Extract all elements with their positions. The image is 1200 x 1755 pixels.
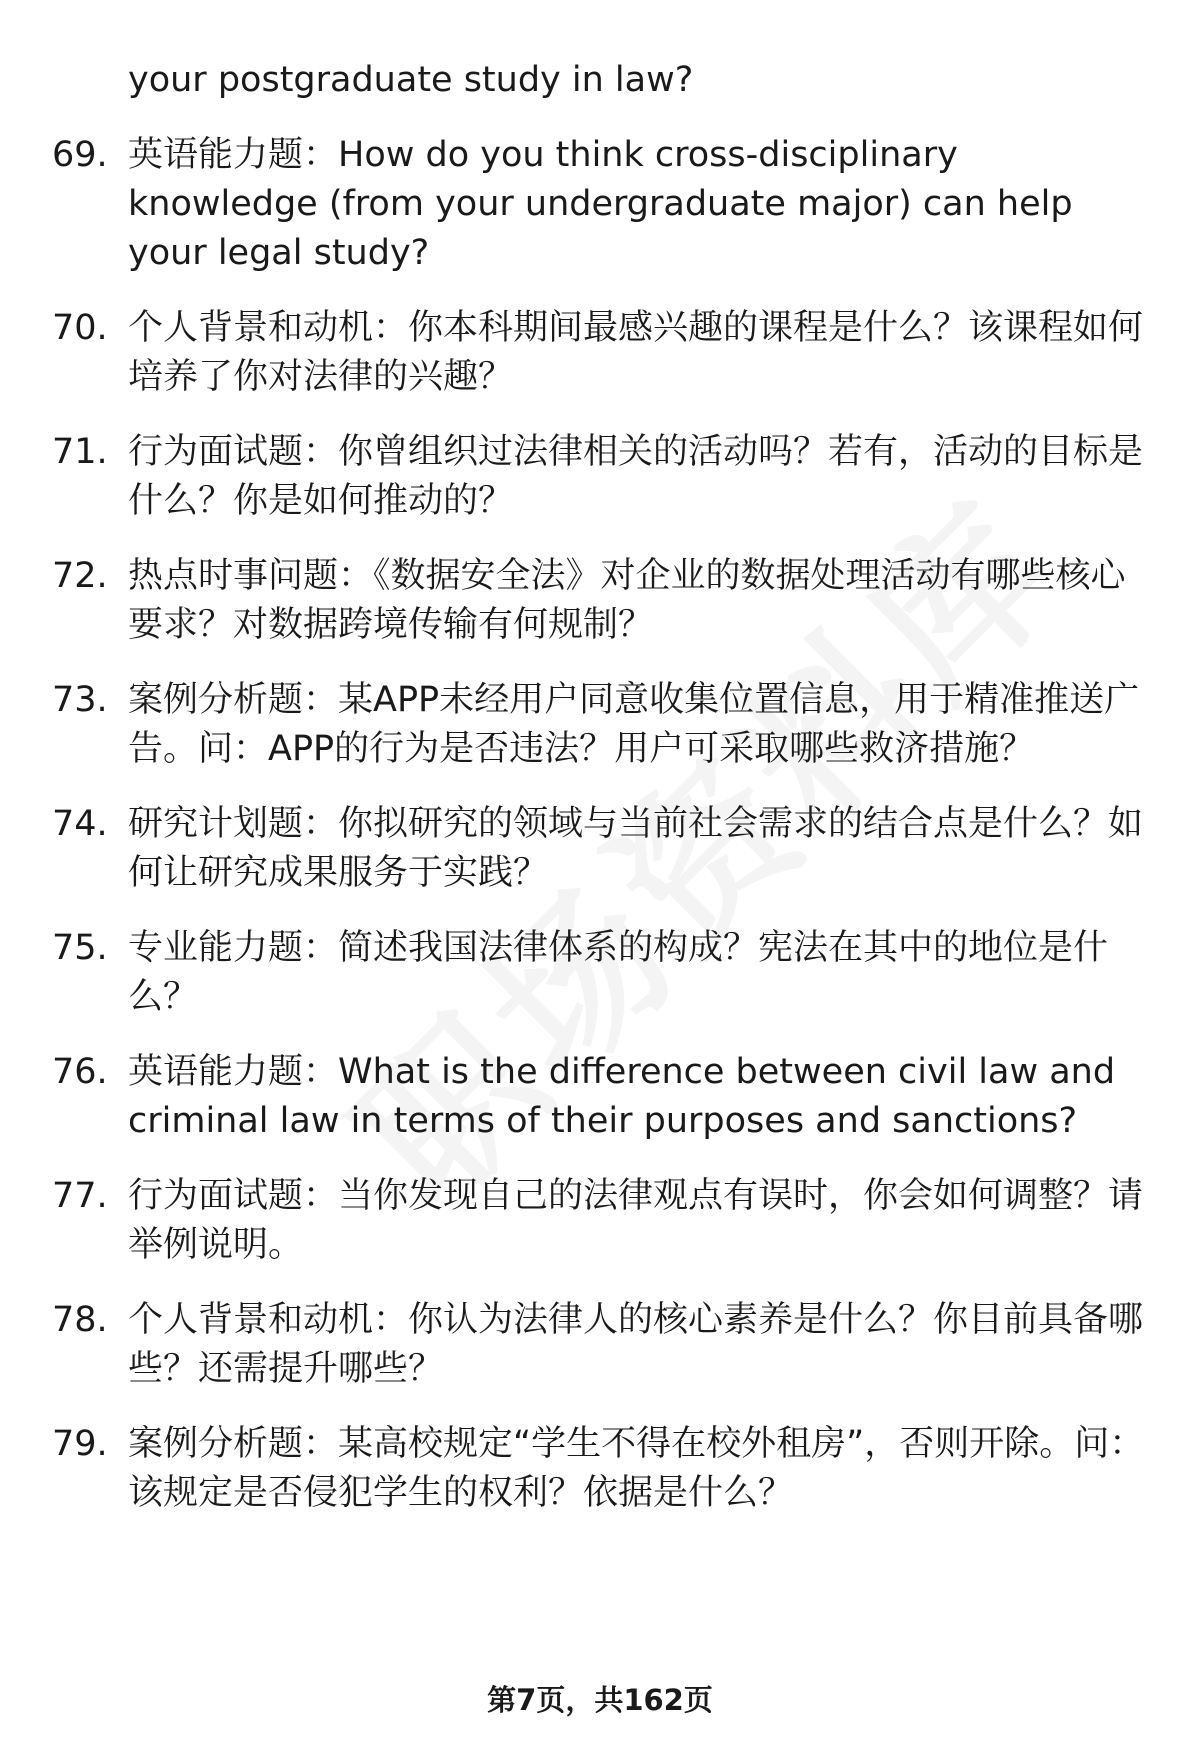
item-number: 71. xyxy=(52,432,108,472)
list-item xyxy=(52,800,1152,898)
continuation-text: your postgraduate study in law? xyxy=(128,60,694,100)
question-list xyxy=(52,56,1152,1544)
item-number: 75. xyxy=(52,928,108,968)
list-item xyxy=(52,676,1152,774)
item-text: 英语能力题：What is the difference between civil law and criminal law in terms of their purposes and sanctions? xyxy=(128,1052,1116,1141)
item-number: 73. xyxy=(52,680,108,720)
item-text: 热点时事问题：《数据安全法》对企业的数据处理活动有哪些核心要求？对数据跨境传输有何规制？ xyxy=(128,556,1126,645)
item-number: 74. xyxy=(52,804,108,844)
item-text: 英语能力题：How do you think cross-disciplinary knowledge (from your undergraduate major) can help your legal study? xyxy=(128,135,1073,273)
list-item xyxy=(52,1420,1152,1518)
item-text: 行为面试题：当你发现自己的法律观点有误时，你会如何调整？请举例说明。 xyxy=(128,1176,1144,1265)
list-item xyxy=(52,552,1152,650)
page-footer: 第7页，共162页 xyxy=(487,1683,713,1717)
list-item xyxy=(52,131,1152,278)
list-item xyxy=(52,1172,1152,1270)
item-number: 76. xyxy=(52,1052,108,1092)
list-item xyxy=(52,304,1152,402)
item-number: 78. xyxy=(52,1300,108,1340)
item-number: 70. xyxy=(52,308,108,348)
item-text: 个人背景和动机：你本科期间最感兴趣的课程是什么？该课程如何培养了你对法律的兴趣？ xyxy=(128,308,1144,397)
list-item xyxy=(52,428,1152,526)
item-text: 案例分析题：某高校规定“学生不得在校外租房”，否则开除。问：该规定是否侵犯学生的权利？依据是什么？ xyxy=(128,1424,1145,1513)
item-number: 79. xyxy=(52,1424,108,1464)
item-text: 案例分析题：某APP未经用户同意收集位置信息，用于精准推送广告。问：APP的行为是否违法？用户可采取哪些救济措施？ xyxy=(128,680,1140,769)
item-number: 69. xyxy=(52,135,108,175)
item-text: 专业能力题：简述我国法律体系的构成？宪法在其中的地位是什么？ xyxy=(128,928,1109,1017)
item-number: 72. xyxy=(52,556,108,596)
list-item xyxy=(52,924,1152,1022)
item-text: 研究计划题：你拟研究的领域与当前社会需求的结合点是什么？如何让研究成果服务于实践？ xyxy=(128,804,1144,893)
item-text: 个人背景和动机：你认为法律人的核心素养是什么？你目前具备哪些？还需提升哪些？ xyxy=(128,1300,1144,1389)
list-item xyxy=(52,1296,1152,1394)
item-text: 行为面试题：你曾组织过法律相关的活动吗？若有，活动的目标是什么？你是如何推动的？ xyxy=(128,432,1144,521)
list-item xyxy=(52,1048,1152,1146)
item-number: 77. xyxy=(52,1176,108,1216)
